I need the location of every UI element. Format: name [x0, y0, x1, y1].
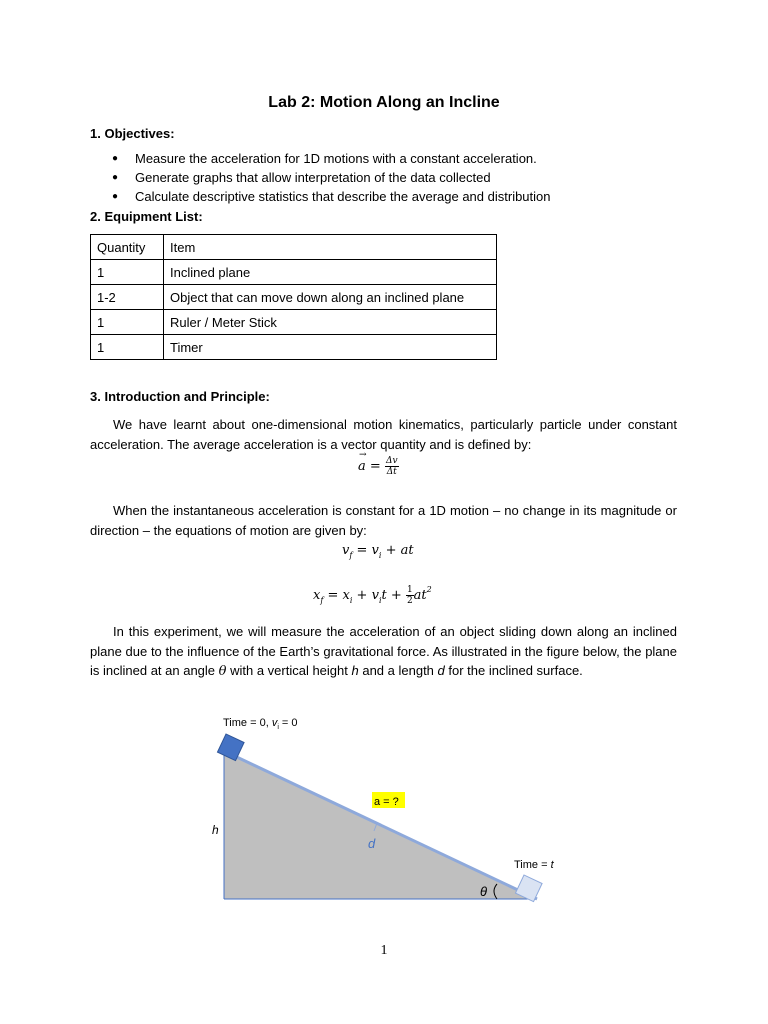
table-cell: 1	[91, 335, 164, 360]
label-length: d	[368, 836, 376, 851]
equipment-heading: 2. Equipment List:	[90, 209, 203, 224]
equation-average-acceleration: → a = $\frac{\Delta v}{\Delta t}$	[358, 450, 398, 477]
page-number: 1	[380, 943, 388, 958]
label-height: h	[212, 823, 219, 837]
intro-heading: 3. Introduction and Principle:	[90, 389, 270, 404]
objective-item: ● Measure the acceleration for 1D motions with a constant acceleration.	[112, 149, 551, 168]
equation-position: $x_f = x_i + v_it$ + $\frac{1}{2}$ $at^2$	[313, 585, 432, 606]
page-title: Lab 2: Motion Along an Incline	[268, 94, 500, 111]
intro-paragraph-1: We have learnt about one-dimensional motion kinematics, particularly particle under constant acceleration. The average acceleration is a vector quantity and is defined by:	[90, 417, 677, 452]
intro-paragraph-3: In this experiment, we will measure the acceleration of an object sliding down along an inclined plane due to the influence of the Earth’s gravitational force. As illustrated in the figure below, the plane is inclined at an angle θ with a vertical height h and a length d for the inclined surface.	[90, 624, 677, 679]
equation-velocity: $v_f = v_i$ + at	[342, 543, 414, 560]
vector-arrow-icon: →	[359, 450, 367, 460]
label-angle: θ	[480, 884, 488, 899]
block-start	[217, 734, 244, 761]
table-header-cell: Item	[164, 235, 497, 260]
table-cell: Object that can move down along an inclined plane	[164, 285, 497, 310]
table-cell: 1-2	[91, 285, 164, 310]
objective-item: ● Generate graphs that allow interpretation of the data collected	[112, 168, 551, 187]
label-time-t: Time = t	[514, 859, 554, 871]
label-acceleration: a = ?	[374, 796, 399, 808]
table-cell: 1	[91, 310, 164, 335]
table-cell: 1	[91, 260, 164, 285]
label-time-zero: Time = 0, $v_i = 0$	[223, 717, 298, 731]
objective-item: ● Calculate descriptive statistics that describe the average and distribution	[112, 187, 551, 206]
intro-paragraph-2: When the instantaneous acceleration is constant for a 1D motion – no change in its magnitude or direction – the equations of motion are given by:	[90, 503, 677, 538]
table-cell: Inclined plane	[164, 260, 497, 285]
table-cell: Timer	[164, 335, 497, 360]
table-header-cell: Quantity	[91, 235, 164, 260]
table-cell: Ruler / Meter Stick	[164, 310, 497, 335]
objectives-heading: 1. Objectives:	[90, 126, 175, 141]
